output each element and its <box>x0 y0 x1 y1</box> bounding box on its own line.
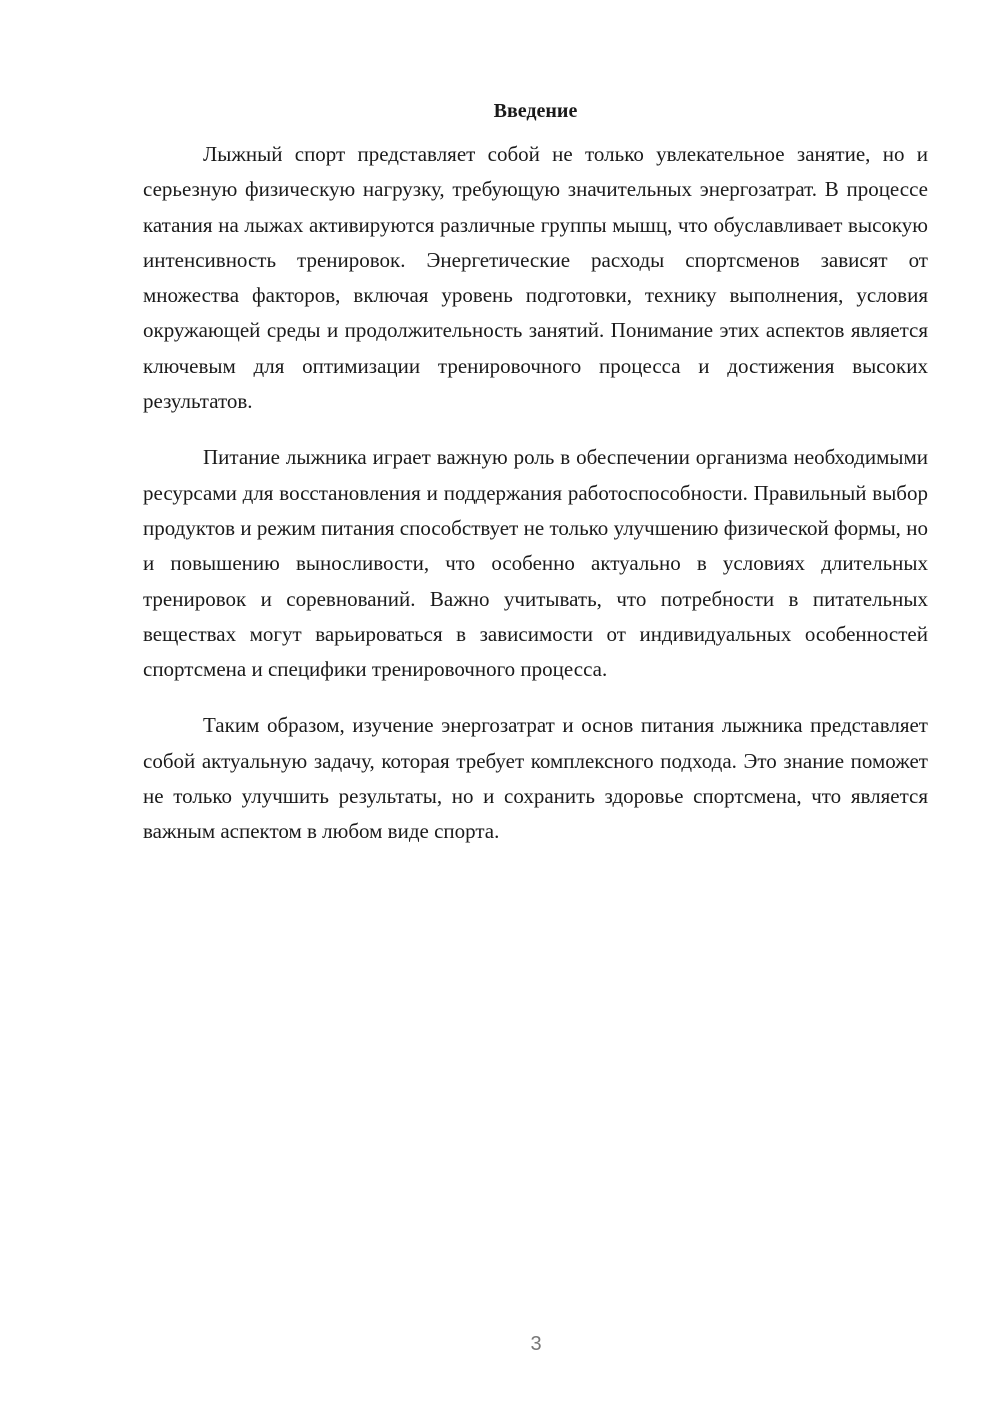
page-number: 3 <box>530 1333 542 1355</box>
paragraph-2: Питание лыжника играет важную роль в обеспечении организма необходимыми ресурсами для восстановления и поддержания работоспособности. Правильный выбор продуктов и режим питания способствует не только улучшению физической формы, но и повышению выносливости, что особенно актуально в условиях длительных тренировок и соревнований. Важно учитывать, что потребности в питательных веществах могут варьироваться в зависимости от индивидуальных особенностей спортсмена и специфики тренировочного процесса. <box>143 445 928 682</box>
paragraph-3: Таким образом, изучение энергозатрат и основ питания лыжника представляет собой актуальную задачу, которая требует комплексного подхода. Это знание поможет не только улучшить результаты, но и сохранить здоровье спортсмена, что является важным аспектом в любом виде спорта. <box>143 713 928 844</box>
page-content <box>143 96 928 850</box>
section-heading: Введение <box>493 100 578 122</box>
paragraph-1: Лыжный спорт представляет собой не только увлекательное занятие, но и серьезную физическую нагрузку, требующую значительных энергозатрат. В процессе катания на лыжах активируются различные группы мышц, что обуславливает высокую интенсивность тренировок. Энергетические расходы спортсменов зависят от множества факторов, включая уровень подготовки, технику выполнения, условия окружающей среды и продолжительность занятий. Понимание этих аспектов является ключевым для оптимизации тренировочного процесса и достижения высоких результатов. <box>143 142 928 414</box>
